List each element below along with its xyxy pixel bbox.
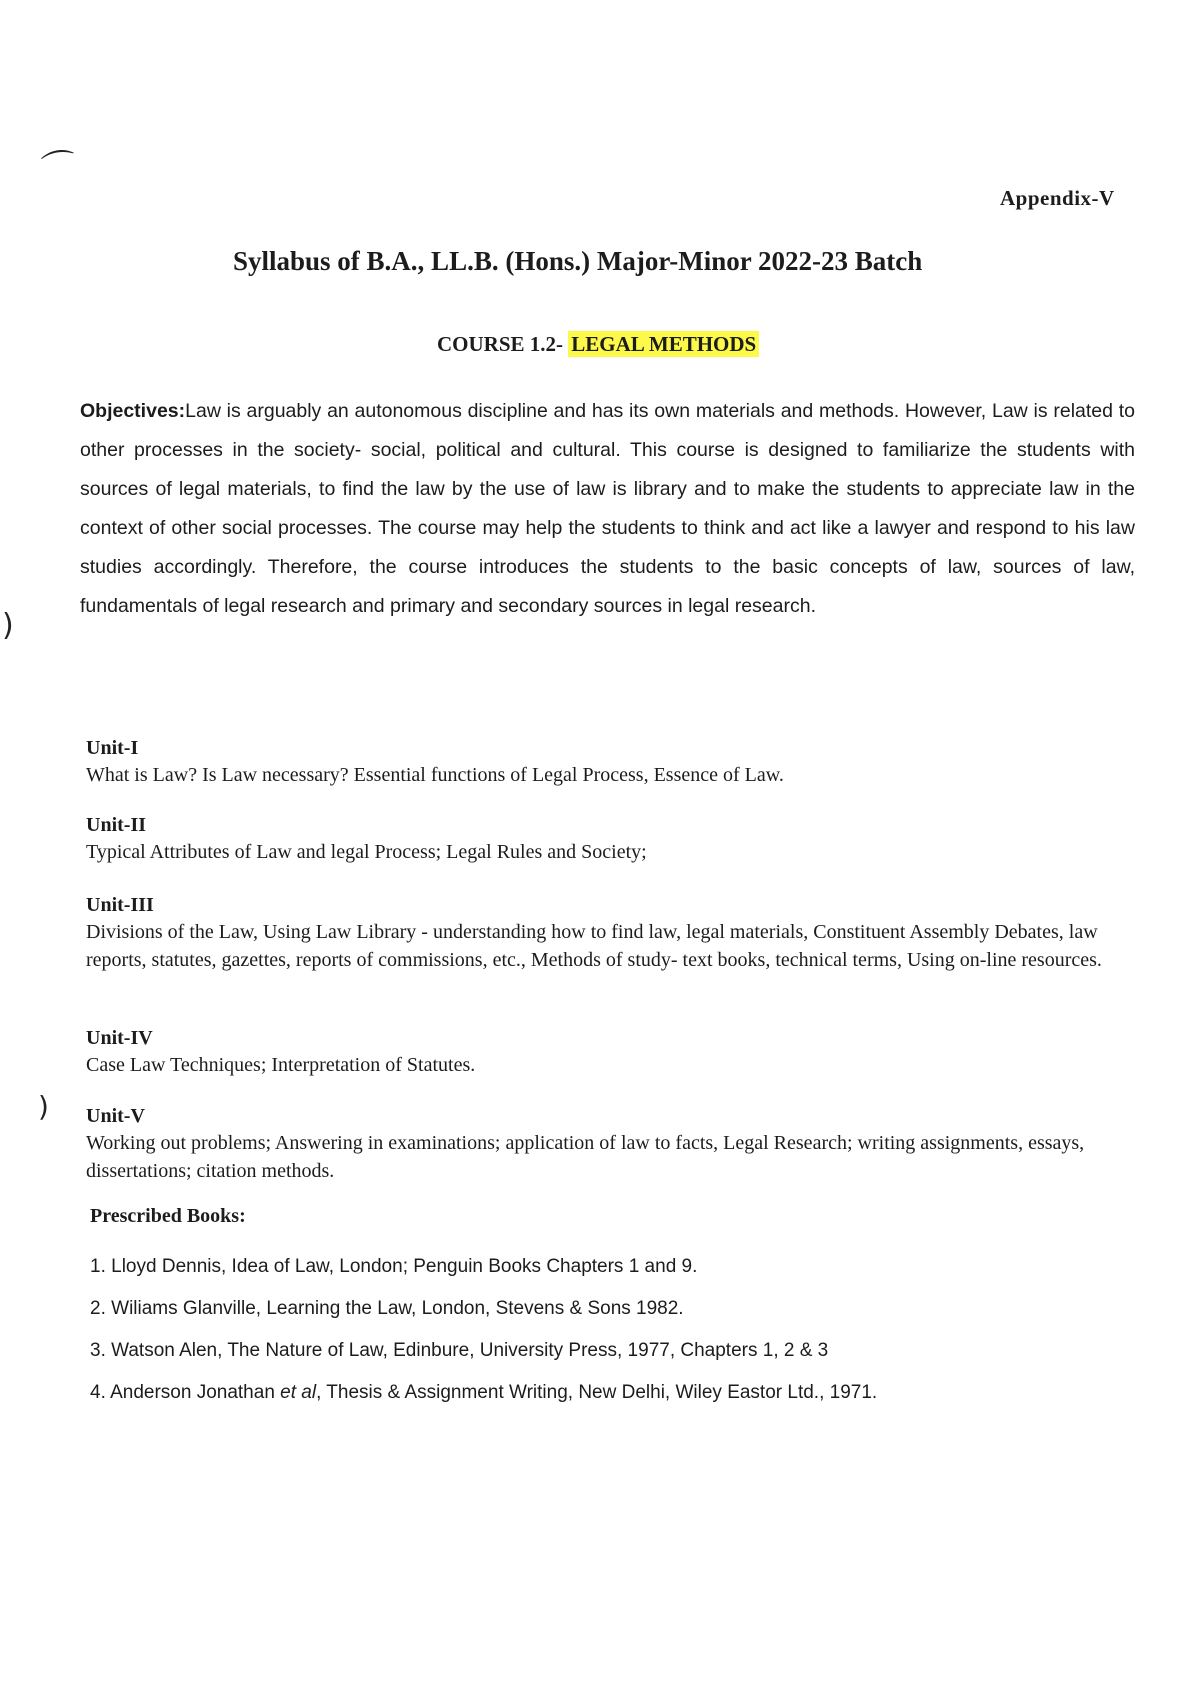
book-item bbox=[90, 1288, 877, 1330]
unit-title: Unit-II bbox=[86, 814, 147, 836]
book-item bbox=[90, 1372, 877, 1414]
scan-mark-curve-icon: ⌒ bbox=[39, 145, 80, 191]
prescribed-books-list bbox=[90, 1246, 877, 1414]
unit-text: Divisions of the Law, Using Law Library - understanding how to find law, legal materials, Constituent Assembly Debates, law reports, statutes, gazettes, reports of commissions, etc., Methods of study- text books, technical terms, Using on-line resources. bbox=[86, 921, 1102, 971]
unit-title: Unit-IV bbox=[86, 1027, 153, 1049]
page-title: Syllabus of B.A., LL.B. (Hons.) Major-Minor 2022-23 Batch bbox=[233, 246, 923, 276]
scan-mark-bracket-icon: ) bbox=[38, 1090, 49, 1123]
book-text: Lloyd Dennis, Idea of Law, London; Penguin Books Chapters 1 and 9. bbox=[111, 1256, 698, 1277]
course-heading bbox=[437, 332, 759, 357]
book-text-before: Anderson Jonathan bbox=[110, 1382, 281, 1403]
scan-mark-bracket-icon: ) bbox=[2, 608, 14, 643]
book-text: Wiliams Glanville, Learning the Law, London, Stevens & Sons 1982. bbox=[111, 1298, 684, 1319]
book-number: 2. bbox=[90, 1298, 106, 1319]
book-number: 1. bbox=[90, 1256, 106, 1277]
unit-title: Unit-V bbox=[86, 1105, 145, 1127]
unit-title: Unit-III bbox=[86, 894, 154, 916]
unit-section bbox=[86, 735, 1146, 789]
appendix-label: Appendix-V bbox=[1000, 186, 1115, 210]
course-prefix: COURSE 1.2- bbox=[437, 332, 569, 356]
unit-text: Working out problems; Answering in examinations; application of law to facts, Legal Research; writing assignments, essays, dissertations; citation methods. bbox=[86, 1132, 1085, 1182]
book-text-italic: et al bbox=[280, 1382, 317, 1403]
unit-section bbox=[86, 812, 1146, 866]
book-item bbox=[90, 1330, 877, 1372]
objectives-label: Objectives: bbox=[80, 400, 186, 422]
unit-text: Typical Attributes of Law and legal Process; Legal Rules and Society; bbox=[86, 841, 647, 863]
objectives-text: Law is arguably an autonomous discipline and has its own materials and methods. However, Law is related to other processes in the society- social, political and cultural. This course is designed to familiarize the students with sources of legal materials, to find the law by the use of law is library and to make the students to appreciate law in the context of other social processes. The course may help the students to think and act like a lawyer and respond to his law studies accordingly. Therefore, the course introduces the students to the basic concepts of law, sources of law, fundamentals of legal research and primary and secondary sources in legal research. bbox=[80, 400, 1135, 617]
course-name-highlight: LEGAL METHODS bbox=[568, 331, 759, 357]
book-item bbox=[90, 1246, 877, 1288]
unit-section bbox=[86, 1103, 1146, 1185]
book-number: 3. bbox=[90, 1340, 106, 1361]
unit-section bbox=[86, 1025, 1146, 1079]
unit-text: What is Law? Is Law necessary? Essential functions of Legal Process, Essence of Law. bbox=[86, 764, 784, 786]
unit-title: Unit-I bbox=[86, 737, 139, 759]
prescribed-books-heading: Prescribed Books: bbox=[90, 1205, 246, 1227]
book-text: Watson Alen, The Nature of Law, Edinbure, University Press, 1977, Chapters 1, 2 & 3 bbox=[111, 1340, 829, 1361]
book-text-after: , Thesis & Assignment Writing, New Delhi, Wiley Eastor Ltd., 1971. bbox=[316, 1382, 878, 1403]
unit-text: Case Law Techniques; Interpretation of Statutes. bbox=[86, 1054, 476, 1076]
objectives-paragraph bbox=[80, 392, 1135, 626]
unit-section bbox=[86, 892, 1146, 974]
book-number: 4. bbox=[90, 1382, 106, 1403]
